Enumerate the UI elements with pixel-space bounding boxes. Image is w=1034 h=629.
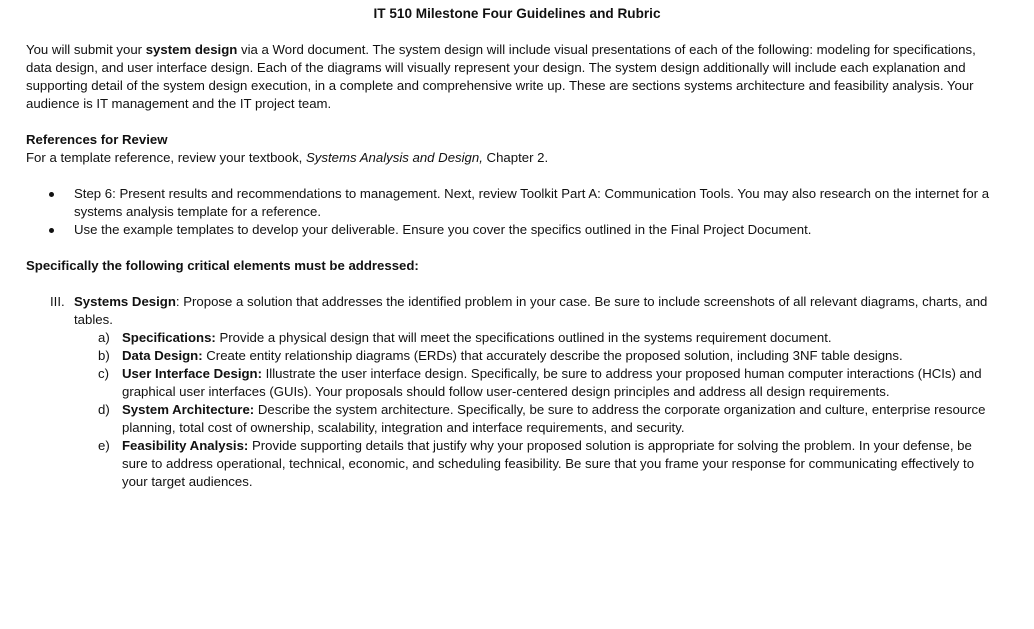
intro-bold-system-design: system design [145, 42, 238, 57]
references-text-end: Chapter 2. [482, 150, 549, 165]
bullet-list [26, 185, 996, 239]
bullet-dot-icon [49, 228, 54, 233]
bullet-item [26, 221, 996, 239]
list-item-text: Describe the system architecture. Specifically, be sure to address the corporate organization and culture, enterprise resource planning, total cost of ownership, scalability, integration and interface requirements, and security. [122, 402, 986, 435]
section-numeral: III. [50, 294, 65, 309]
list-item-label: User Interface Design: [122, 366, 262, 381]
section-label: Systems Design [74, 294, 176, 309]
list-item [26, 437, 996, 491]
list-item [26, 401, 996, 437]
list-item [26, 365, 996, 401]
list-item-text: Create entity relationship diagrams (ERDs) that accurately describe the proposed solution, including 3NF table designs. [202, 348, 903, 363]
intro-text-rest: via a Word document. The system design will include visual presentations of each of the following: modeling for specifications, data design, and user interface design. Each of the diagrams will visually represent your design. The system design additionally will include each explanation and supporting detail of the system design execution, in a complete and comprehensive write up. These are sections systems architecture and feasibility analysis. Your audience is IT management and the IT project team. [26, 42, 976, 111]
list-item-text: Illustrate the user interface design. Specifically, be sure to address your proposed human computer interactions (HCIs) and graphical user interfaces (GUIs). Your proposals should follow user-centered design principles and address all design requirements. [122, 366, 982, 399]
bullet-dot-icon [49, 192, 54, 197]
list-item-text: Provide a physical design that will meet the specifications outlined in the systems requirement document. [215, 330, 832, 345]
list-item [26, 347, 996, 365]
list-item-label: Feasibility Analysis: [122, 438, 249, 453]
references-text-start: For a template reference, review your textbook, [26, 150, 306, 165]
critical-elements-list [26, 329, 996, 491]
list-item-letter: c) [98, 366, 109, 381]
references-book-title: Systems Analysis and Design, [306, 150, 483, 165]
section-systems-design [26, 293, 996, 329]
intro-paragraph [26, 41, 996, 113]
list-item-letter: a) [98, 330, 110, 345]
bullet-text: Use the example templates to develop your deliverable. Ensure you cover the specifics outlined in the Final Project Document. [74, 222, 812, 237]
list-item-text: Provide supporting details that justify why your proposed solution is appropriate for solving the problem. In your defense, be sure to address operational, technical, economic, and scheduling feasibility. Be sure that you frame your response for communicating effectively to your target audiences. [122, 438, 975, 489]
list-item-letter: e) [98, 438, 110, 453]
list-item-label: Data Design: [122, 348, 203, 363]
bullet-item [26, 185, 996, 221]
list-item-letter: b) [98, 348, 110, 363]
bullet-text: Step 6: Present results and recommendations to management. Next, review Toolkit Part A: Communication Tools. You may also research on the internet for a systems analysis template for a reference. [74, 186, 990, 219]
section-text: : Propose a solution that addresses the identified problem in your case. Be sure to include screenshots of all relevant diagrams, charts, and tables. [74, 294, 988, 327]
list-item [26, 329, 996, 347]
references-heading: References for Review [26, 132, 168, 147]
intro-text-start: You will submit your [26, 42, 146, 57]
document-title: IT 510 Milestone Four Guidelines and Rubric [373, 6, 661, 21]
list-item-label: System Architecture: [122, 402, 255, 417]
list-item-label: Specifications: [122, 330, 216, 345]
critical-elements-heading: Specifically the following critical elements must be addressed: [26, 258, 419, 273]
references-paragraph [26, 149, 996, 167]
document-page [26, 5, 996, 491]
list-item-letter: d) [98, 402, 110, 417]
